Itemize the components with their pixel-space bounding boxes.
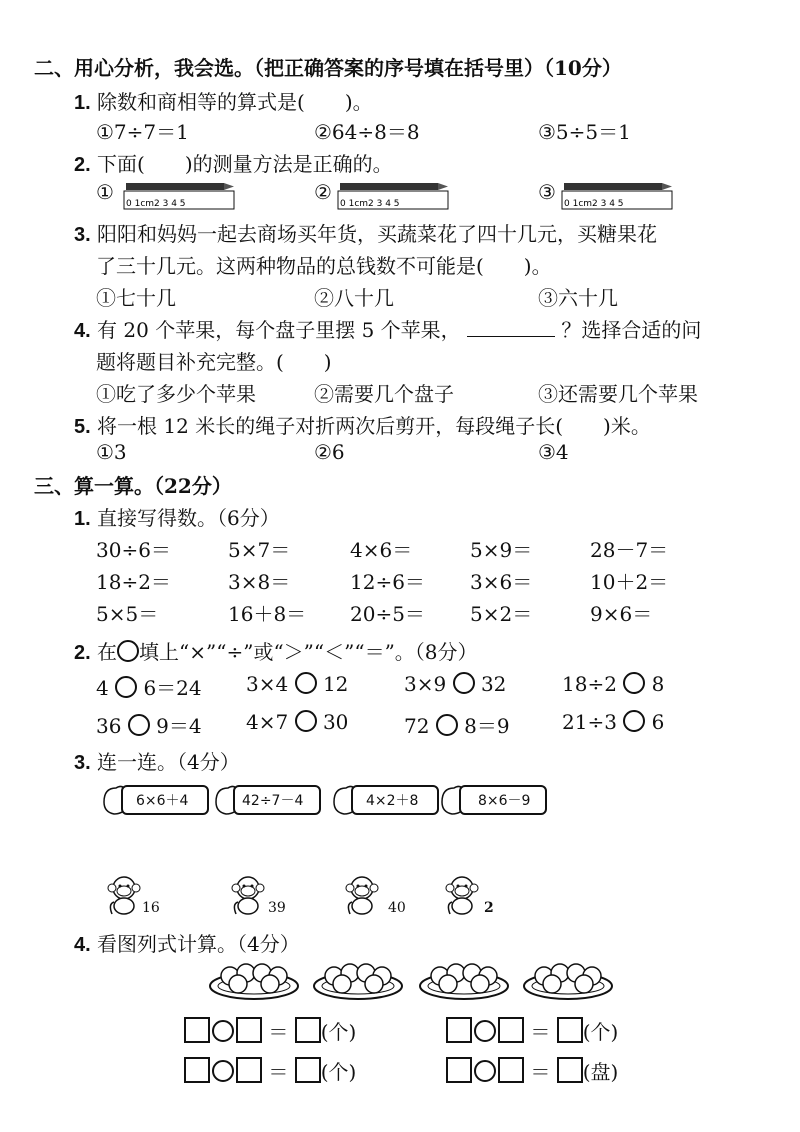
right-expr: 6 bbox=[651, 710, 665, 734]
question-number: 5. bbox=[74, 416, 91, 438]
answer-box[interactable] bbox=[498, 1057, 524, 1083]
option-2: ② bbox=[314, 180, 332, 204]
calc-item: 18÷2＝ bbox=[96, 570, 171, 594]
circle-blank[interactable] bbox=[212, 1020, 234, 1042]
question-number: 2. bbox=[74, 154, 91, 176]
right-expr: 9＝4 bbox=[156, 714, 202, 738]
option-1: ①吃了多少个苹果 bbox=[96, 382, 256, 406]
option-1: ①3 bbox=[96, 440, 127, 464]
question-5 bbox=[74, 410, 651, 439]
circle-blank[interactable] bbox=[436, 714, 458, 736]
q2-options bbox=[0, 178, 800, 212]
equation-row-2-left: ＝ (个) bbox=[184, 1056, 356, 1085]
question-3 bbox=[74, 218, 657, 247]
calc-item: 28－7＝ bbox=[590, 538, 669, 562]
monkey-icon bbox=[342, 874, 382, 918]
question-text: 看图列式计算。（4分） bbox=[97, 932, 300, 956]
unit-label: (盘) bbox=[582, 1060, 619, 1084]
question-text-line-1: 阳阳和妈妈一起去商场买年货，买蔬菜花了四十几元，买糖果花 bbox=[97, 222, 658, 246]
left-expr: 4×7 bbox=[246, 710, 289, 734]
question-text: 连一连。（4分） bbox=[97, 750, 240, 774]
calc-item: 4×6＝ bbox=[350, 538, 413, 562]
question-1 bbox=[74, 86, 373, 115]
monkey-icon bbox=[104, 874, 144, 918]
question-text: 除数和商相等的算式是( )。 bbox=[97, 90, 373, 114]
peach-card-3[interactable] bbox=[330, 782, 442, 816]
circle-blank[interactable] bbox=[295, 710, 317, 732]
compare-item bbox=[246, 672, 348, 696]
ruler-scale: 0 1cm2 3 4 5 bbox=[126, 199, 186, 209]
peach-card-2[interactable] bbox=[212, 782, 324, 816]
q5-options bbox=[0, 440, 800, 466]
card-expression: 8×6－9 bbox=[478, 793, 531, 809]
apple-plate-icon bbox=[208, 956, 300, 1002]
calc-row-3 bbox=[0, 598, 800, 628]
circle-blank[interactable] bbox=[474, 1020, 496, 1042]
right-expr: 30 bbox=[322, 710, 349, 734]
question-text: 直接写得数。（6分） bbox=[97, 506, 280, 530]
calc-item: 5×7＝ bbox=[228, 538, 291, 562]
calc-item: 5×5＝ bbox=[96, 602, 159, 626]
question-text: 将一根 12 米长的绳子对折两次后剪开，每段绳子长( )米。 bbox=[97, 414, 651, 438]
unit-label: (个) bbox=[582, 1020, 619, 1044]
question-number: 2. bbox=[74, 642, 91, 664]
apple-plate-icon bbox=[522, 956, 614, 1002]
left-expr: 36 bbox=[96, 714, 122, 738]
part-2-heading bbox=[74, 636, 478, 665]
monkey-icon bbox=[442, 874, 482, 918]
compare-item bbox=[246, 710, 348, 734]
option-2: ②八十几 bbox=[314, 286, 394, 310]
compare-row-1 bbox=[0, 672, 800, 702]
left-expr: 3×9 bbox=[404, 672, 447, 696]
unit-label: (个) bbox=[320, 1060, 357, 1084]
monkey-3[interactable] bbox=[342, 874, 406, 923]
answer-box[interactable] bbox=[236, 1057, 262, 1083]
compare-row-2 bbox=[0, 710, 800, 740]
left-expr: 21÷3 bbox=[562, 710, 617, 734]
option-2: ②6 bbox=[314, 440, 345, 464]
answer-box[interactable] bbox=[295, 1017, 321, 1043]
answer-box[interactable] bbox=[557, 1057, 583, 1083]
calc-item: 10＋2＝ bbox=[590, 570, 669, 594]
circle-blank[interactable] bbox=[212, 1060, 234, 1082]
question-2 bbox=[74, 148, 393, 177]
answer-box[interactable] bbox=[446, 1017, 472, 1043]
question-text-b: 填上“×”“÷”或“＞”“＜”“＝”。（8分） bbox=[139, 640, 478, 664]
calc-item: 3×6＝ bbox=[470, 570, 533, 594]
question-4 bbox=[74, 314, 701, 343]
option-3: ③5÷5＝1 bbox=[538, 120, 631, 144]
question-text-part-b: ？选择合适的问 bbox=[561, 318, 702, 342]
circle-blank[interactable] bbox=[128, 714, 150, 736]
compare-item bbox=[96, 710, 202, 739]
right-expr: 6＝24 bbox=[143, 676, 202, 700]
part-1-heading bbox=[74, 502, 280, 531]
calc-item: 20÷5＝ bbox=[350, 602, 425, 626]
q3-options bbox=[0, 282, 800, 308]
q4-options bbox=[0, 378, 800, 404]
monkey-number: 40 bbox=[388, 900, 406, 916]
monkey-number: 2 bbox=[484, 900, 494, 916]
circle-blank[interactable] bbox=[453, 672, 475, 694]
calc-item: 5×9＝ bbox=[470, 538, 533, 562]
question-number: 1. bbox=[74, 92, 91, 114]
right-expr: 8 bbox=[651, 672, 665, 696]
card-expression: 6×6＋4 bbox=[136, 793, 189, 809]
question-text: 下面( )的测量方法是正确的。 bbox=[97, 152, 393, 176]
compare-item bbox=[404, 710, 510, 739]
calc-item: 30÷6＝ bbox=[96, 538, 171, 562]
compare-item bbox=[562, 710, 664, 734]
answer-box[interactable] bbox=[557, 1017, 583, 1043]
monkey-icon bbox=[228, 874, 268, 918]
section-2-title: 二、用心分析，我会选。（把正确答案的序号填在括号里）（10分） bbox=[34, 56, 622, 80]
left-expr: 3×4 bbox=[246, 672, 289, 696]
question-number: 4. bbox=[74, 320, 91, 342]
right-expr: 8＝9 bbox=[464, 714, 510, 738]
right-expr: 32 bbox=[480, 672, 507, 696]
compare-item bbox=[404, 672, 506, 696]
peach-card-1[interactable] bbox=[100, 782, 212, 816]
answer-box[interactable] bbox=[184, 1057, 210, 1083]
calc-item: 16＋8＝ bbox=[228, 602, 307, 626]
ruler-scale: 0 1cm2 3 4 5 bbox=[564, 199, 624, 209]
ruler-pencil-icon bbox=[122, 182, 238, 210]
option-3: ③ bbox=[538, 180, 556, 204]
question-number: 3. bbox=[74, 752, 91, 774]
question-text-line-2: 了三十几元。这两种物品的总钱数不可能是( )。 bbox=[96, 254, 552, 278]
compare-item bbox=[96, 672, 202, 701]
circle-blank[interactable] bbox=[295, 672, 317, 694]
left-expr: 18÷2 bbox=[562, 672, 617, 696]
ruler-scale: 0 1cm2 3 4 5 bbox=[340, 199, 400, 209]
part-3-heading-text bbox=[74, 746, 240, 775]
option-2: ②需要几个盘子 bbox=[314, 382, 454, 406]
monkey-number: 39 bbox=[268, 900, 286, 916]
circle-blank[interactable] bbox=[474, 1060, 496, 1082]
ruler-pencil-icon bbox=[560, 182, 676, 210]
card-expression: 42÷7－4 bbox=[242, 793, 304, 809]
monkey-number: 16 bbox=[142, 900, 160, 916]
answer-box[interactable] bbox=[446, 1057, 472, 1083]
left-expr: 4 bbox=[96, 676, 109, 700]
calc-row-2 bbox=[0, 566, 800, 596]
question-number: 1. bbox=[74, 508, 91, 530]
answer-box[interactable] bbox=[295, 1057, 321, 1083]
answer-box[interactable] bbox=[498, 1017, 524, 1043]
question-text-line-2: 题将题目补充完整。( ) bbox=[96, 350, 332, 374]
apple-plate-icon bbox=[418, 956, 510, 1002]
monkey-2[interactable] bbox=[228, 874, 286, 923]
circle-blank[interactable] bbox=[115, 676, 137, 698]
question-text-part-a: 有 20 个苹果，每个盘子里摆 5 个苹果， bbox=[97, 318, 461, 342]
question-text-a: 在 bbox=[97, 640, 118, 664]
calc-item: 5×2＝ bbox=[470, 602, 533, 626]
left-expr: 72 bbox=[404, 714, 430, 738]
equation-row-1-right: ＝ (个) bbox=[446, 1016, 618, 1045]
calc-item: 12÷6＝ bbox=[350, 570, 425, 594]
calc-row-1 bbox=[0, 534, 800, 564]
right-expr: 12 bbox=[322, 672, 349, 696]
option-3: ③六十几 bbox=[538, 286, 618, 310]
question-number: 4. bbox=[74, 934, 91, 956]
calc-item: 9×6＝ bbox=[590, 602, 653, 626]
equation-row-1-left: ＝ (个) bbox=[184, 1016, 356, 1045]
apple-plate-icon bbox=[312, 956, 404, 1002]
option-1: ① bbox=[96, 180, 114, 204]
circle-blank bbox=[117, 640, 139, 662]
option-1: ①七十几 bbox=[96, 286, 176, 310]
compare-item bbox=[562, 672, 664, 696]
option-1: ①7÷7＝1 bbox=[96, 120, 189, 144]
option-2: ②64÷8＝8 bbox=[314, 120, 420, 144]
calc-item: 3×8＝ bbox=[228, 570, 291, 594]
q1-options bbox=[0, 116, 800, 142]
question-number: 3. bbox=[74, 224, 91, 246]
section-3-title: 三、算一算。（22分） bbox=[34, 474, 232, 498]
card-expression: 4×2＋8 bbox=[366, 793, 419, 809]
monkey-1[interactable] bbox=[104, 874, 160, 923]
equation-row-2-right: ＝ (盘) bbox=[446, 1056, 618, 1085]
circle-blank[interactable] bbox=[623, 710, 645, 732]
answer-blank bbox=[467, 318, 555, 337]
option-3: ③4 bbox=[538, 440, 569, 464]
peach-card-4[interactable] bbox=[438, 782, 550, 816]
answer-box[interactable] bbox=[184, 1017, 210, 1043]
answer-box[interactable] bbox=[236, 1017, 262, 1043]
unit-label: (个) bbox=[320, 1020, 357, 1044]
monkey-4[interactable] bbox=[442, 874, 494, 923]
ruler-pencil-icon bbox=[336, 182, 452, 210]
circle-blank[interactable] bbox=[623, 672, 645, 694]
part-4-heading bbox=[74, 928, 300, 957]
option-3: ③还需要几个苹果 bbox=[538, 382, 698, 406]
